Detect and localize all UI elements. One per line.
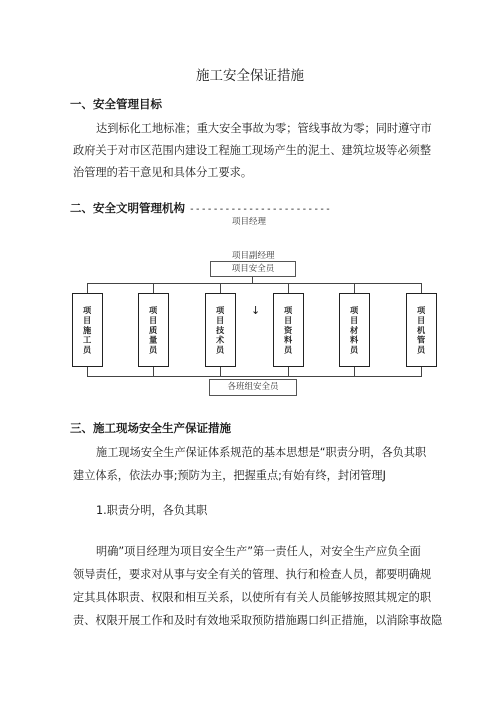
org-role-box (72, 293, 103, 367)
org-role-label: 项目施工员 (82, 305, 93, 355)
connector-line (153, 367, 154, 376)
org-deputy-label: 项目副经理 (232, 251, 275, 261)
paragraph-line: 政府关于对市区范围内建设工程施工现场产生的泥土、建筑垃圾等必须整 (73, 144, 432, 157)
section-heading-text: 二、安全文明管理机构 (70, 201, 185, 215)
connector-line (421, 367, 422, 376)
org-role-label: 项目技术员 (215, 305, 226, 355)
connector-line (354, 283, 355, 293)
paragraph-line: 定其具体职责、权限和相互关系，以使所有有关人员能够按照其规定的职 (73, 591, 432, 604)
arrow-down-icon: ↓ (251, 304, 261, 317)
connector-line (354, 367, 355, 376)
document-title: 施工安全保证措施 (196, 68, 304, 84)
subheading: 1.职责分明，各负其职 (96, 504, 208, 517)
org-role-box (273, 293, 304, 367)
connector-line (288, 283, 289, 293)
org-role-box (205, 293, 236, 367)
connector-line (87, 376, 422, 377)
connector-line (87, 367, 88, 376)
section-heading-safety-goals: 一、安全管理目标 (70, 97, 162, 111)
paragraph-line: 达到标化工地标准；重大安全事故为零；管线事故为零；同时遵守市 (96, 122, 432, 135)
org-safety-officer-label: 项目安全员 (231, 264, 275, 274)
connector-line (87, 283, 422, 284)
connector-line (87, 283, 88, 293)
org-team-safety-label: 各班组安全员 (227, 382, 279, 392)
connector-line (220, 367, 221, 376)
paragraph-line: 施工现场安全生产保证体系规范的基本思想是“职责分明，各负其职 (96, 446, 427, 459)
org-role-label: 项目机管员 (416, 305, 427, 355)
dash-line: ------------------------ (189, 204, 332, 215)
paragraph-line: 领导责任，要求对从事与安全有关的管理、执行和检查人员，都要明确规 (73, 568, 432, 581)
org-role-label: 项目质量员 (148, 305, 159, 355)
org-top-label: 项目经理 (232, 217, 267, 227)
paragraph-line: 建立体系，依法办事;预防为主，把握重点;有始有终，封闭管理J (73, 469, 386, 482)
org-role-box (339, 293, 370, 367)
connector-line (288, 367, 289, 376)
connector-line (421, 283, 422, 293)
org-role-label: 项目资料员 (283, 305, 294, 355)
section-heading-management-organization (70, 200, 331, 216)
org-role-label: 项目材料员 (349, 305, 360, 355)
paragraph-line: 明确”项目经理为项目安全生产”第一责任人，对安全生产应负全面 (96, 545, 421, 558)
connector-line (153, 283, 154, 293)
org-role-box (138, 293, 169, 367)
org-safety-officer-box (210, 261, 296, 277)
paragraph-line: 责、权限开展工作和及时有效地采取预防措施踢口纠正措施，以消除事故隐 (73, 614, 443, 627)
section-heading-site-safety-measures: 三、施工现场安全生产保证措施 (70, 421, 231, 435)
paragraph-line: 治管理的若干意见和具体分工要求。 (73, 166, 253, 179)
org-role-box (406, 293, 437, 367)
org-team-safety-box (209, 379, 297, 396)
connector-line (220, 283, 221, 293)
